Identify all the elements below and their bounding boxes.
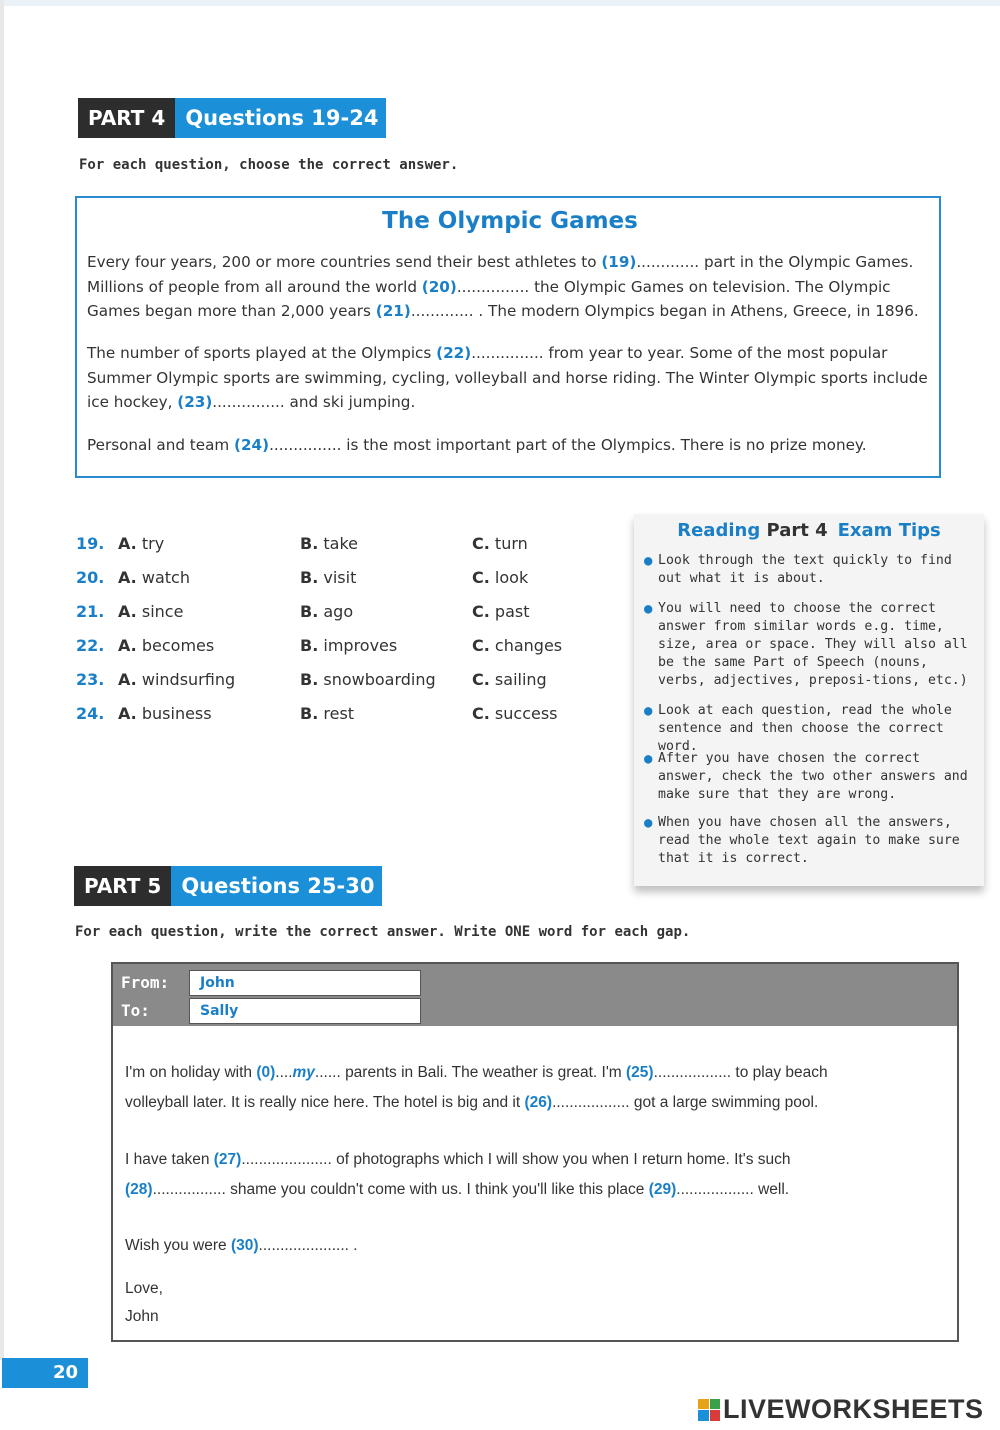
- option-row-24: 24. A. business B. rest C. success: [76, 704, 558, 723]
- part4-label: PART 4: [78, 98, 175, 138]
- to-label: To:: [121, 1001, 150, 1020]
- part5-instruction: For each question, write the correct answer. Write ONE word for each gap.: [75, 924, 691, 940]
- option-19-b[interactable]: B. take: [300, 534, 358, 553]
- article-title: The Olympic Games: [382, 208, 638, 234]
- gap-26: (26): [524, 1094, 553, 1111]
- gap-25: (25): [626, 1064, 654, 1081]
- option-23-c[interactable]: C. sailing: [472, 670, 547, 689]
- email-line-3: I have taken (27)..................... of photographs which I will show you when I return home. It's such: [125, 1151, 791, 1168]
- email-box: [111, 962, 959, 1342]
- gap-28: (28): [125, 1181, 153, 1198]
- email-header: [113, 964, 957, 1026]
- part5-questions: Questions 25-30: [171, 866, 382, 906]
- from-row: [113, 970, 421, 996]
- option-22-a[interactable]: A. becomes: [118, 636, 215, 655]
- option-24-a[interactable]: A. business: [118, 704, 212, 723]
- option-21-c[interactable]: C. past: [472, 602, 530, 621]
- tip-item: ● Look through the text quickly to find out what it is about.: [644, 553, 952, 586]
- option-20-a[interactable]: A. watch: [118, 568, 190, 587]
- option-24-b[interactable]: B. rest: [300, 704, 355, 723]
- brand-text: LIVEWORKSHEETS: [723, 1394, 984, 1424]
- page-number: 20: [2, 1358, 88, 1388]
- option-19-a[interactable]: A. try: [118, 534, 165, 553]
- part4-header: [78, 98, 386, 138]
- option-21-a[interactable]: A. since: [118, 602, 184, 621]
- gap-22: (22): [436, 344, 472, 362]
- from-label: From:: [121, 973, 170, 992]
- bullet-icon: ●: [644, 815, 653, 831]
- option-row-23: 23. A. windsurfing B. snowboarding C. sailing: [76, 670, 547, 689]
- option-22-c[interactable]: C. changes: [472, 636, 563, 655]
- exam-tips-box: [634, 514, 984, 886]
- article-paragraph-3: Personal and team (24)............... is the most important part of the Olympics. There is no prize money.: [87, 436, 867, 454]
- article-paragraph-1: Every four years, 200 or more countries send their best athletes to (19)............. part in the Olympic Games. Millions of people from all around the world (20)............... the Olympic Games on television. The Olympic Games began more than 2,000 years (21)............. . The modern Olympics began in Athens, Greece, in 1896.: [87, 253, 919, 320]
- gap-27: (27): [213, 1151, 242, 1168]
- tip-item: ● When you have chosen all the answers, read the whole text again to make sure that it is correct.: [644, 815, 960, 866]
- part5-label: PART 5: [74, 866, 171, 906]
- option-24-c[interactable]: C. success: [472, 704, 558, 723]
- tip-item: ● After you have chosen the correct answer, check the two other answers and make sure that they are wrong.: [644, 751, 968, 802]
- option-22-b[interactable]: B. improves: [300, 636, 398, 655]
- to-row: [113, 998, 421, 1024]
- gap-21: (21): [375, 302, 411, 320]
- example-answer: my: [292, 1064, 315, 1081]
- bullet-icon: ●: [644, 601, 653, 617]
- email-signoff: Love,: [125, 1280, 163, 1297]
- option-20-c[interactable]: C. look: [472, 568, 529, 587]
- gap-30: (30): [230, 1237, 259, 1254]
- option-23-b[interactable]: B. snowboarding: [300, 670, 436, 689]
- option-21-b[interactable]: B. ago: [300, 602, 354, 621]
- article-box: [75, 196, 941, 478]
- bullet-icon: ●: [644, 553, 653, 569]
- option-row-19: 19. A. try B. take C. turn: [76, 534, 528, 553]
- part4-questions: Questions 19-24: [175, 98, 386, 138]
- bullet-icon: ●: [644, 751, 653, 767]
- top-edge: [0, 0, 1000, 6]
- bullet-icon: ●: [644, 703, 653, 719]
- option-20-b[interactable]: B. visit: [300, 568, 357, 587]
- gap-19: (19): [601, 253, 637, 271]
- email-line-1: I'm on holiday with (0)....my...... parents in Bali. The weather is great. I'm (25).................. to play beach: [125, 1064, 828, 1081]
- option-23-a[interactable]: A. windsurfing: [118, 670, 236, 689]
- to-field: Sally: [189, 998, 421, 1024]
- option-row-20: 20. A. watch B. visit C. look: [76, 568, 529, 587]
- gap-24: (24): [234, 436, 270, 454]
- gap-23: (23): [177, 393, 213, 411]
- left-edge: [0, 0, 4, 1360]
- option-19-c[interactable]: C. turn: [472, 534, 528, 553]
- tip-item: ● Look at each question, read the whole sentence and then choose the correct word.: [644, 703, 952, 754]
- email-line-2: volleyball later. It is really nice here. The hotel is big and it (26).................. got a large swimming pool.: [125, 1094, 819, 1111]
- part4-instruction: For each question, choose the correct answer.: [79, 157, 459, 173]
- part5-header: [74, 866, 382, 906]
- email-line-5: Wish you were (30)..................... .: [125, 1237, 358, 1254]
- email-signature: John: [125, 1308, 159, 1325]
- article-paragraph-2: The number of sports played at the Olympics (22)............... from year to year. Some of the most popular Summer Olympic sports are swimming, cycling, volleyball and horse riding. The Winter Olympic sports include ice hockey, (23)............... and ski jumping.: [87, 344, 928, 411]
- liveworksheets-brand: [698, 1394, 984, 1425]
- liveworksheets-logo-icon: [698, 1399, 720, 1421]
- from-field: John: [189, 970, 421, 996]
- gap-29: (29): [648, 1181, 677, 1198]
- exam-tips-title: Reading Part 4 Exam Tips: [677, 520, 941, 541]
- option-row-22: 22. A. becomes B. improves C. changes: [76, 636, 563, 655]
- email-line-4: (28)................. shame you couldn't come with us. I think you'll like this place (29).................. well.: [125, 1181, 790, 1198]
- gap-20: (20): [421, 277, 457, 296]
- option-row-21: 21. A. since B. ago C. past: [76, 602, 530, 621]
- tip-item: ● You will need to choose the correct answer from similar words e.g. time, size, area or space. They will also all be the same Part of Speech (nouns, verbs, adjectives, preposi-tions, etc.): [644, 601, 968, 688]
